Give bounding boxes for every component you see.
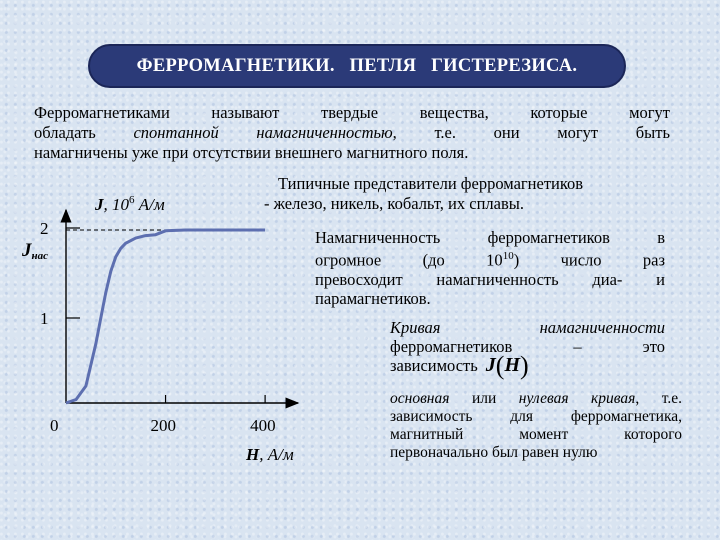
x-tick-label-200: 200: [150, 416, 177, 435]
magnetization-line-2-end: ) число раз: [513, 250, 665, 270]
saturation-subscript: нас: [31, 250, 48, 262]
saturation-symbol: J: [22, 240, 32, 261]
y-axis-units-suffix: А/м: [134, 195, 165, 214]
saturation-label: [21, 240, 48, 262]
curve-line-2: ферромагнетиков – это: [390, 337, 665, 356]
y-axis-units-prefix: , 10: [103, 195, 129, 214]
x-axis-symbol: H: [246, 445, 260, 464]
magnetization-curve: [66, 230, 265, 403]
slide-title: ФЕРРОМАГНЕТИКИ. ПЕТЛЯ ГИСТЕРЕЗИСА.: [88, 44, 626, 88]
magnetization-exponent: 10: [502, 250, 514, 262]
magnetization-line-3: превосходит намагниченность диа- и: [315, 269, 665, 289]
typical-line-1: Типичные представители ферромагнетиков: [278, 174, 584, 193]
x-tick-label-400: 400: [250, 416, 276, 435]
y-axis-units-exponent: 6: [129, 194, 135, 206]
formula-j: J: [485, 354, 496, 376]
basic-line-2: зависимость для ферромагнетика,: [390, 408, 682, 425]
magnetization-line-1: Намагниченность ферромагнетиков в: [315, 228, 665, 247]
y-axis-symbol: J: [95, 195, 104, 214]
chart-plot-area: [21, 194, 298, 464]
intro-line-2-end: , т.е. они могут быть: [392, 123, 670, 142]
x-tick-label-0: 0: [50, 416, 59, 435]
intro-line-2-start: обладать: [34, 123, 96, 142]
spontaneous-magnetization-term: спонтанной намагниченностью: [133, 123, 393, 142]
zero-curve-term: нулевая кривая: [518, 390, 636, 407]
intro-line-1: Ферромагнетиками называют твердые вещества, которые могут: [34, 103, 670, 122]
x-axis-label: [245, 445, 294, 464]
y-tick-label-2: 2: [40, 219, 49, 238]
formula-close-paren: ): [520, 351, 529, 380]
basic-or: или: [449, 390, 519, 407]
dependence-word: зависимость: [390, 356, 478, 375]
y-tick-label-1: 1: [40, 309, 49, 328]
formula-open-paren: (: [495, 351, 505, 380]
y-axis-label: [94, 194, 165, 214]
curve-term: Кривая намагниченности: [390, 318, 665, 337]
typical-line-2: - железо, никель, кобальт, их сплавы.: [264, 194, 524, 213]
basic-term: основная: [390, 390, 450, 407]
basic-line-1-end: , т.е.: [635, 390, 682, 407]
intro-line-3: намагничены уже при отсутствии внешнего магнитного поля.: [34, 143, 469, 162]
x-axis-units: , А/м: [259, 445, 294, 464]
basic-line-4: первоначально был равен нулю: [390, 444, 598, 461]
magnetization-line-2-start: огромное (до 10: [315, 250, 503, 270]
basic-line-3: магнитный момент которого: [390, 426, 682, 443]
formula-h: H: [504, 354, 521, 376]
magnetization-line-4: парамагнетиков.: [315, 288, 431, 308]
